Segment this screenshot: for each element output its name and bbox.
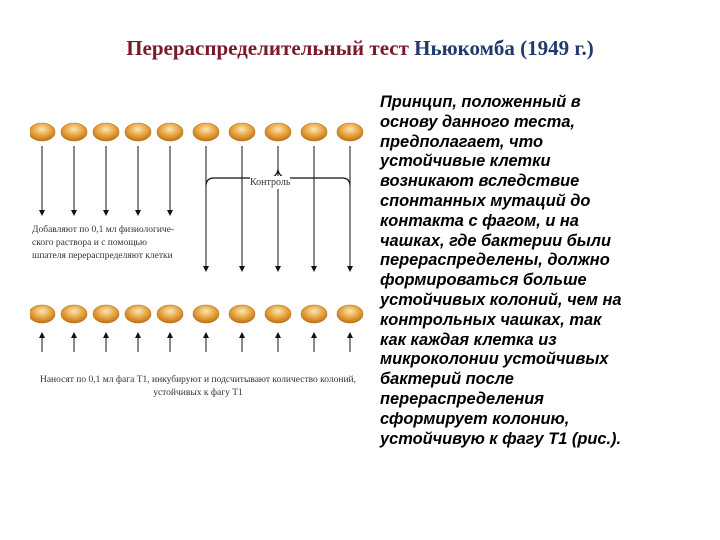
description-line: контакта с фагом, и на [380,211,579,230]
petri-dish [93,123,119,141]
petri-dish [337,305,363,323]
petri-dish [193,305,219,323]
newcombe-figure [30,106,366,416]
arrow-down-head [275,266,281,272]
description-line: перераспределения [380,389,544,408]
petri-dish [125,305,151,323]
petri-dish [61,305,87,323]
petri-dish [193,123,219,141]
petri-dish [157,305,183,323]
arrow-up-head [39,332,45,338]
phage-label-line: Наносят по 0,1 мл фага Т1, инкубируют и подсчитывают количество колоний, [39,375,357,385]
spread-label-line: Добавляют по 0,1 мл физиологиче- [32,225,175,235]
description-line: основу данного теста, [380,112,575,131]
petri-dish [61,123,87,141]
petri-dish [157,123,183,141]
bottom-dish-row [30,305,363,323]
description-line: устойчивых колоний, чем на [380,290,622,309]
petri-dish [337,123,363,141]
arrow-up-head [239,332,245,338]
bottom-arrow-row [39,332,353,352]
description-line: возникают вследствие [380,172,580,191]
arrow-up-head [135,332,141,338]
arrow-down-head [203,266,209,272]
arrow-down-head [103,210,109,216]
spread-label [32,224,202,263]
arrow-down-head [39,210,45,216]
spread-label-line: ского раствора и с помощью [32,238,147,248]
description-line: Принцип, положенный в [380,93,581,111]
arrow-up-head [103,332,109,338]
phage-label-line: устойчивых к фагу Т1 [153,388,243,398]
arrow-down-head [239,266,245,272]
arrow-down-head [167,210,173,216]
petri-dish [30,305,55,323]
petri-dish [125,123,151,141]
description-line: предполагает, что [380,132,543,151]
arrow-up-head [311,332,317,338]
description-line: формироваться больше [380,271,587,290]
description-line: спонтанных мутаций до [380,191,591,210]
description-line: контрольных чашках, так [380,310,602,329]
description-line: устойчивые клетки [380,152,551,171]
phage-label [30,374,366,400]
description-line: сформирует колонию, [380,409,570,428]
arrow-down-head [347,266,353,272]
petri-dish [301,305,327,323]
title-part-2: Ньюкомба (1949 г.) [414,36,594,60]
control-label: Контроль [250,177,291,188]
spread-label-line: шпателя перераспределяют клетки [32,251,173,261]
petri-dish [301,123,327,141]
top-dish-row [30,123,363,141]
description-line: устойчивую к фагу Т1 (рис.). [380,429,622,448]
arrow-up-head [347,332,353,338]
description-text [380,93,710,449]
petri-dish [30,123,55,141]
arrow-up-head [203,332,209,338]
petri-dish [229,305,255,323]
petri-dish [265,123,291,141]
arrow-up-head [275,332,281,338]
slide-title [0,36,720,61]
arrow-up-head [71,332,77,338]
description-line: микроколонии устойчивых [380,350,609,369]
petri-dish [265,305,291,323]
description-line: чашках, где бактерии были [380,231,612,250]
description-line: как каждая клетка из [380,330,557,349]
petri-dish [229,123,255,141]
petri-dish [93,305,119,323]
description-line: бактерий после [380,370,514,389]
arrow-down-head [71,210,77,216]
description-line: перераспределены, должно [380,251,610,270]
arrow-down-head [311,266,317,272]
arrow-down-head [135,210,141,216]
arrow-up-head [167,332,173,338]
title-part-1: Перераспределительный тест [126,36,415,60]
